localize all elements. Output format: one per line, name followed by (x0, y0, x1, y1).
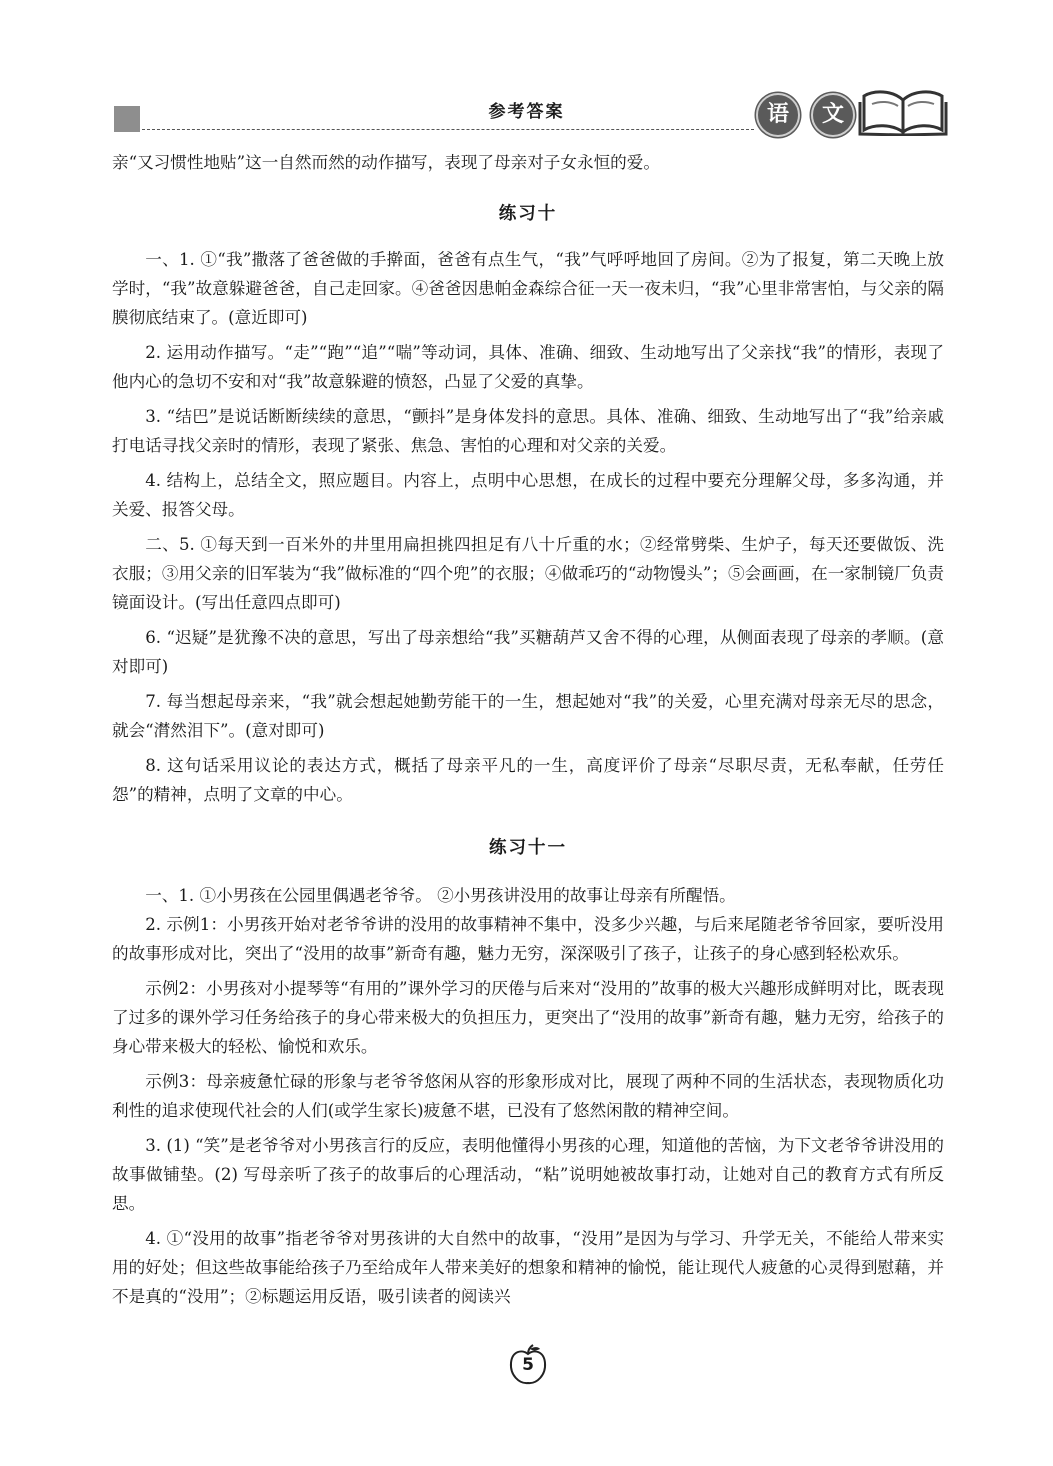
header-dashed-rule (142, 129, 754, 130)
answer-paragraph: 2. 运用动作描写。“走”“跑”“追”“喘”等动词，具体、准确、细致、生动地写出了父亲找“我”的情形，表现了他内心的急切不安和对“我”故意躲避的愤怒，凸显了父爱的真挚。 (112, 343, 944, 391)
page-number-badge (506, 1343, 550, 1387)
answer-paragraph: 4. ①“没用的故事”指老爷爷对男孩讲的大自然中的故事，“没用”是因为与学习、升学无关，不能给人带来实用的好处；但这些故事能给孩子乃至给成年人带来美好的想象和精神的愉悦，能让现代人疲惫的心灵得到慰藉，并不是真的“没用”；②标题运用反语，吸引读者的阅读兴 (112, 1229, 944, 1306)
answer-paragraph: 二、5. ①每天到一百米外的井里用扁担挑四担足有八十斤重的水；②经常劈柴、生炉子，每天还要做饭、洗衣服；③用父亲的旧军装为“我”做标准的“四个兜”的衣服；④做乖巧的“动物馒头”；⑤会画画，在一家制镜厂负责镜面设计。(写出任意四点即可) (112, 535, 944, 612)
page-number: 5 (522, 1355, 534, 1375)
answer-paragraph: 示例2：小男孩对小提琴等“有用的”课外学习的厌倦与后来对“没用的”故事的极大兴趣形成鲜明对比，既表现了过多的课外学习任务给孩子的身心带来极大的负担压力，更突出了“没用的故事”新奇有趣，魅力无穷，给孩子的身心带来极大的轻松、愉悦和欢乐。 (112, 979, 944, 1056)
answer-paragraph: 4. 结构上，总结全文，照应题目。内容上，点明中心思想，在成长的过程中要充分理解父母，多多沟通，并关爱、报答父母。 (112, 471, 944, 519)
answer-paragraph: 8. 这句话采用议论的表达方式，概括了母亲平凡的一生，高度评价了母亲“尽职尽责，无私奉献，任劳任怨”的精神，点明了文章的中心。 (112, 756, 944, 804)
answer-paragraph: 3. (1) “笑”是老爷爷对小男孩言行的反应，表明他懂得小男孩的心理，知道他的苦恼，为下文老爷爷讲没用的故事做铺垫。(2) 写母亲听了孩子的故事后的心理活动，“粘”说明她被故事打动，让她对自己的教育方式有所反思。 (112, 1136, 944, 1213)
subject-badge-wen: 文 (811, 93, 855, 137)
open-book-icon (858, 86, 948, 136)
answer-paragraph: 7. 每当想起母亲来，“我”就会想起她勤劳能干的一生，想起她对“我”的关爱，心里充满对母亲无尽的思念，就会“潸然泪下”。(意对即可) (112, 692, 944, 740)
answer-paragraph: 一、1. ①小男孩在公园里偶遇老爷爷。 ②小男孩讲没用的故事让母亲有所醒悟。 (145, 886, 736, 905)
section-title-11: 练习十一 (489, 838, 567, 858)
answer-paragraph: 6. “迟疑”是犹豫不决的意思，写出了母亲想给“我”买糖葫芦又舍不得的心理，从侧面表现了母亲的孝顺。(意对即可) (112, 628, 944, 676)
answer-paragraph: 3. “结巴”是说话断断续续的意思，“颤抖”是身体发抖的意思。具体、准确、细致、生动地写出了“我”给亲戚打电话寻找父亲时的情形，表现了紧张、焦急、害怕的心理和对父亲的关爱。 (112, 407, 944, 455)
answer-paragraph: 2. 示例1：小男孩开始对老爷爷讲的没用的故事精神不集中，没多少兴趣，与后来尾随老爷爷回家，要听没用的故事形成对比，突出了“没用的故事”新奇有趣，魅力无穷，深深吸引了孩子，让孩子的身心感到轻松欢乐。 (112, 915, 944, 963)
page-header (0, 0, 1053, 150)
section-title-10: 练习十 (498, 204, 558, 224)
header-title: 参考答案 (488, 102, 565, 122)
answer-paragraph: 示例3：母亲疲惫忙碌的形象与老爷爷悠闲从容的形象形成对比，展现了两种不同的生活状态，表现物质化功利性的追求使现代社会的人们(或学生家长)疲惫不堪，已没有了悠然闲散的精神空间。 (112, 1072, 944, 1120)
answer-paragraph: 一、1. ①“我”撒落了爸爸做的手擀面，爸爸有点生气，“我”气呼呼地回了房间。②为了报复，第二天晚上放学时，“我”故意躲避爸爸，自己走回家。④爸爸因患帕金森综合征一天一夜未归，“我”心里非常害怕，与父亲的隔膜彻底结束了。(意近即可) (112, 250, 944, 327)
intro-line: 亲“又习惯性地贴”这一自然而然的动作描写，表现了母亲对子女永恒的爱。 (112, 153, 660, 172)
page-content (112, 148, 944, 1311)
subject-badge-yu: 语 (756, 93, 800, 137)
